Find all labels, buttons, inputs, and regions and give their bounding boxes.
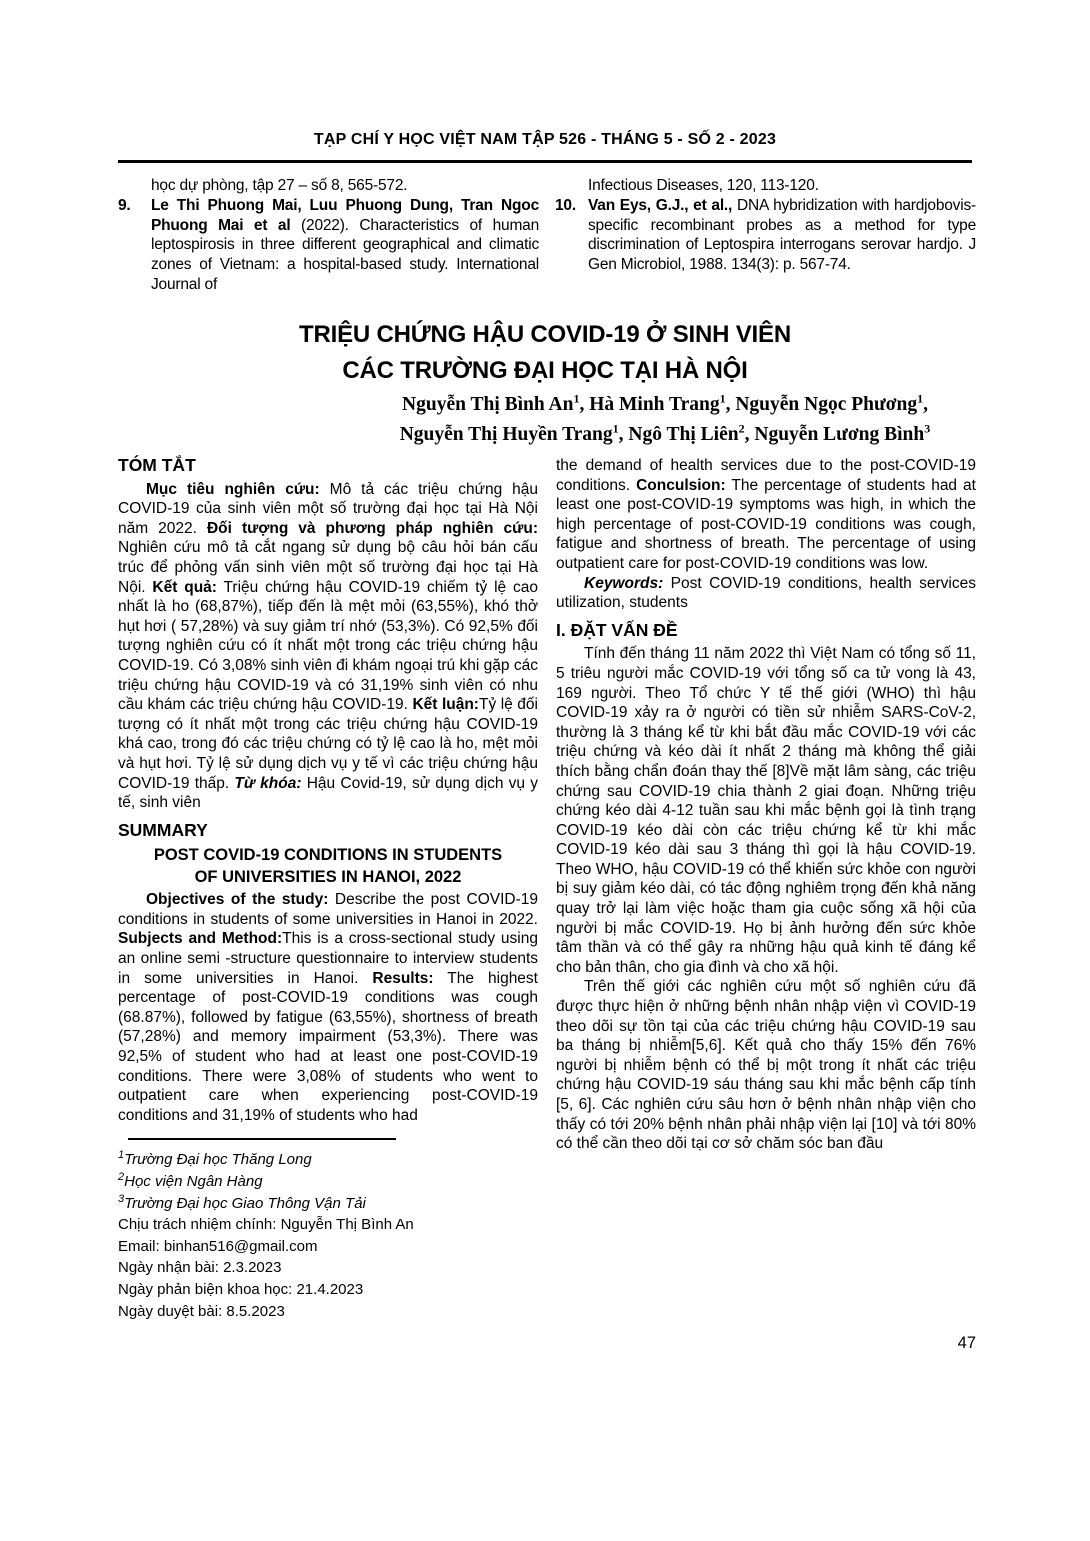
text-run: This is a cross-sectional study using an online semi -structure questionnaire to interview students in some universities in Hanoi. bbox=[118, 930, 538, 987]
references-section bbox=[118, 176, 976, 295]
summary-title-line1: POST COVID-19 CONDITIONS IN STUDENTS bbox=[153, 846, 503, 865]
summary-paragraph bbox=[118, 890, 538, 1125]
footnote-marker: 3 bbox=[118, 1192, 125, 1205]
summary-results-label: Results: bbox=[372, 969, 434, 987]
introduction-paragraph-2: Trên thế giới các nghiên cứu một số nghiên cứu đã được thực hiện ở những bệnh nhân nhập viện vì COVID-19 theo dõi sự tồn tại của các triệu chứng hậu COVID-19 sau ba tháng bị nhiễm[5,6]. Kết quả cho thấy 15% đến 76% người bị nhiễm bệnh có thể bị một trong ít nhất các triệu chứng hậu COVID-19 sáu tháng sau khi mắc bệnh cấp tính [5, 6]. Các nghiên cứu sâu hơn ở bệnh nhân nhập viện cho thấy có tới 20% bệnh nhân phải nhập viện lại [10] và tới 80% có thể cần theo dõi tại cơ sở chăm sóc ban đầu bbox=[556, 978, 976, 1153]
text-run: Học viện Ngân Hàng bbox=[124, 1173, 263, 1190]
author-affiliation-marker: 1 bbox=[573, 391, 580, 406]
text-run: The percentage of students had at least one post-COVID-19 symptoms was high, in which the high percentage of post-COVID-19 conditions was cough, fatigue and shortness of breath. The percentage of using outpatient care for post-COVID-19 conditions was low. bbox=[556, 476, 976, 572]
article-authors bbox=[358, 390, 972, 450]
reference-authors: Le Thi Phuong Mai, Luu Phuong Dung, Tran Ngoc Phuong Mai et al bbox=[151, 196, 539, 234]
text-run: Post COVID-19 conditions, health services utilization, students bbox=[556, 574, 976, 612]
reference-item-9 bbox=[118, 196, 539, 295]
summary-objectives-label: Objectives of the study: bbox=[146, 891, 329, 909]
text-run: Tỷ lệ đối tượng có ít nhất một trong các triệu chứng hậu COVID-19 khá cao, trong đó các triệu chứng có tỷ lệ cao là ho, mệt mỏi và hụt hơi. Tỷ lệ sử dụng dịch vụ y tế vì các triệu chứng hậu COVID-19 thấp. bbox=[118, 696, 538, 792]
footnote-corresponding-author: Chịu trách nhiệm chính: Nguyễn Thị Bình An bbox=[118, 1216, 414, 1234]
author-name: Nguyễn Thị Huyền Trang bbox=[399, 424, 613, 445]
author-name: Nguyễn Ngọc Phương bbox=[735, 394, 918, 415]
footnote-received-date: Ngày nhận bài: 2.3.2023 bbox=[118, 1259, 282, 1277]
author-separator: , bbox=[618, 424, 629, 445]
abstract-methods-label: Đối tượng và phương pháp nghiên cứu: bbox=[206, 519, 538, 537]
references-right-column bbox=[555, 176, 976, 295]
abstract-objectives-label: Mục tiêu nghiên cứu: bbox=[146, 480, 320, 498]
reference-number: 10. bbox=[555, 196, 576, 214]
article-title bbox=[0, 317, 1090, 389]
author-affiliation-marker: 1 bbox=[612, 421, 619, 436]
footnote-affiliation bbox=[118, 1149, 538, 1171]
abstract-keywords-label: Từ khóa: bbox=[234, 774, 302, 792]
text-run: Trường Đại học Giao Thông Vận Tải bbox=[124, 1194, 366, 1212]
page-number: 47 bbox=[957, 1334, 976, 1352]
abstract-conclusion-label: Kết luận: bbox=[412, 696, 479, 714]
author-name: Nguyễn Lương Bình bbox=[754, 424, 925, 445]
footnote-affiliation bbox=[118, 1171, 538, 1193]
text-run: DNA hybridization with hardjobovis-specific recombinant probes as a method for type discrimination of Leptospira interrogans serovar hardjo. J Gen Microbiol, 1988. 134(3): p. 567-74. bbox=[588, 196, 976, 274]
abstract-heading: TÓM TẮT bbox=[118, 455, 196, 475]
author-affiliation-marker: 2 bbox=[738, 421, 745, 436]
reference-body bbox=[151, 196, 539, 295]
author-separator: , bbox=[579, 394, 590, 415]
text-run: (2022). Characteristics of human leptospirosis in three different geographical and climatic zones of Vietnam: a hospital-based study. International Journal of bbox=[151, 216, 539, 293]
text-run: Trường Đại học Thăng Long bbox=[124, 1151, 312, 1169]
summary-title bbox=[118, 844, 538, 888]
introduction-heading: I. ĐẶT VẤN ĐỀ bbox=[556, 619, 678, 640]
author-affiliation-marker: 3 bbox=[924, 421, 931, 436]
reference-body bbox=[588, 196, 976, 275]
reference-item-10 bbox=[555, 196, 976, 275]
keywords-paragraph bbox=[556, 574, 976, 613]
journal-header: TẠP CHÍ Y HỌC VIỆT NAM TẬP 526 - THÁNG 5 - SỐ 2 - 2023 bbox=[313, 131, 777, 148]
author-affiliation-marker: 1 bbox=[719, 391, 726, 406]
abstract-results-label: Kết quả: bbox=[152, 578, 217, 596]
keywords-label: Keywords: bbox=[584, 574, 664, 592]
text-run: Mô tả các triệu chứng hậu COVID-19 của sinh viên một số trường đại học tại Hà Nội năm 2022. bbox=[118, 480, 539, 537]
reference-number: 9. bbox=[118, 196, 131, 214]
text-run: The highest percentage of post-COVID-19 conditions was cough (68.87%), followed by fatigue (63,55%), shortness of breath (57,28%) and memory impairment (53,3%). There was 92,5% of student who had at least one post-COVID-19 conditions. There were 3,08% of students who went to outpatient care when experiencing post-COVID-19 conditions and 31,19% of students who had bbox=[118, 969, 538, 1124]
summary-conclusion-label: Conculsion: bbox=[636, 476, 726, 494]
text-run: Nghiên cứu mô tả cắt ngang sử dụng bộ câu hỏi bán cấu trúc để phỏng vấn sinh viên một số trường đại học tại Hà Nội. bbox=[118, 539, 538, 596]
article-title-line2: CÁC TRƯỜNG ĐẠI HỌC TẠI HÀ NỘI bbox=[342, 357, 748, 384]
footnote-marker: 1 bbox=[118, 1149, 125, 1162]
article-title-line1: TRIỆU CHỨNG HẬU COVID-19 Ở SINH VIÊN bbox=[299, 321, 791, 348]
author-separator: , bbox=[923, 394, 928, 415]
abstract-paragraph bbox=[118, 480, 538, 813]
introduction-paragraph-1: Tính đến tháng 11 năm 2022 thì Việt Nam có tổng số 11, 5 triêu người mắc COVID-19 với tổng số ca tử vong là 43, 169 người. Theo Tổ chức Y tế thế giới (WHO) thì hậu COVID-19 xảy ra ở người có tiền sử nhiễm SARS-CoV-2, thường là 3 tháng kể từ khi bắt đầu mắc COVID-19 với các triệu chứng và kéo dài ít nhất 2 tháng mà không thể giải thích bằng chẩn đoán thay thế [8]Về mặt lâm sàng, các triệu chứng sau COVID-19 chia thành 2 giai đoạn. Những triệu chứng kéo dài 4-12 tuần sau khi mắc bệnh gọi là tình trạng COVID-19 kéo dài còn các triệu chứng kể từ khi mắc COVID-19 kéo dài sau 3 tháng thì gọi là hậu COVID-19. Theo WHO, hậu COVID-19 có thể khiến sức khỏe con người bị suy giảm kéo dài, có tác động nghiêm trọng đến khả năng quay trở lại làm việc hoặc tham gia cuộc sống xã hội của người bị mắc COVID-19. Họ bị ảnh hưởng đến sức khỏe tâm thần và có thể gây ra những hậu quả kinh tế đáng kể cho bản thân, cho gia đình và cho xã hội. bbox=[556, 645, 976, 976]
summary-methods-label: Subjects and Method: bbox=[118, 930, 283, 948]
author-name: Nguyễn Thị Bình An bbox=[402, 394, 574, 415]
author-separator: , bbox=[744, 424, 755, 445]
author-separator: , bbox=[725, 394, 736, 415]
summary-title-line2: OF UNIVERSITIES IN HANOI, 2022 bbox=[194, 868, 462, 887]
footnote-review-date: Ngày phản biện khoa học: 21.4.2023 bbox=[118, 1280, 364, 1298]
footnote-marker: 2 bbox=[118, 1171, 125, 1183]
text-run: the demand of health services due to the post-COVID-19 conditions. bbox=[556, 457, 976, 494]
summary-continuation-paragraph bbox=[556, 456, 976, 574]
left-column bbox=[118, 456, 538, 1322]
reference-carryover: học dự phòng, tập 27 – số 8, 565-572. bbox=[151, 177, 408, 194]
header-rule bbox=[118, 160, 972, 163]
right-column bbox=[556, 456, 976, 1154]
author-name: Hà Minh Trang bbox=[589, 394, 720, 415]
footnote-accepted-date: Ngày duyệt bài: 8.5.2023 bbox=[118, 1302, 285, 1320]
author-name: Ngô Thị Liên bbox=[628, 424, 739, 445]
footnote-email: Email: binhan516@gmail.com bbox=[118, 1237, 318, 1255]
author-affiliation-marker: 1 bbox=[917, 391, 924, 406]
text-run: Hậu Covid-19, sử dụng dịch vụ y tế, sinh viên bbox=[118, 774, 539, 812]
reference-authors: Van Eys, G.J., et al., bbox=[588, 196, 733, 214]
references-left-column bbox=[118, 176, 539, 295]
reference-carryover: Infectious Diseases, 120, 113-120. bbox=[588, 177, 819, 194]
footnote-block bbox=[118, 1138, 538, 1322]
footnote-affiliation bbox=[118, 1193, 538, 1215]
summary-heading: SUMMARY bbox=[118, 819, 208, 840]
text-run: Triệu chứng hậu COVID-19 chiếm tỷ lệ cao nhất là ho (68,87%), tiếp đến là mệt mỏi (63,55%), khó thở hụt hơi ( 57,28%) và suy giảm trí nhớ (53,3%). Có 92,5% đối tượng nghiên cứu có ít nhất một trong các triệu chứng hậu COVID-19. Có 3,08% sinh viên đi khám ngoại trú khi gặp các triệu chứng hậu COVID-19 và có 31,19% sinh viên có nhu cầu khám các triệu chứng hậu COVID-19. bbox=[118, 578, 538, 714]
text-run: Describe the post COVID-19 conditions in students of some universities in Hanoi in 2022. bbox=[118, 891, 538, 928]
footnote-separator bbox=[128, 1138, 396, 1140]
